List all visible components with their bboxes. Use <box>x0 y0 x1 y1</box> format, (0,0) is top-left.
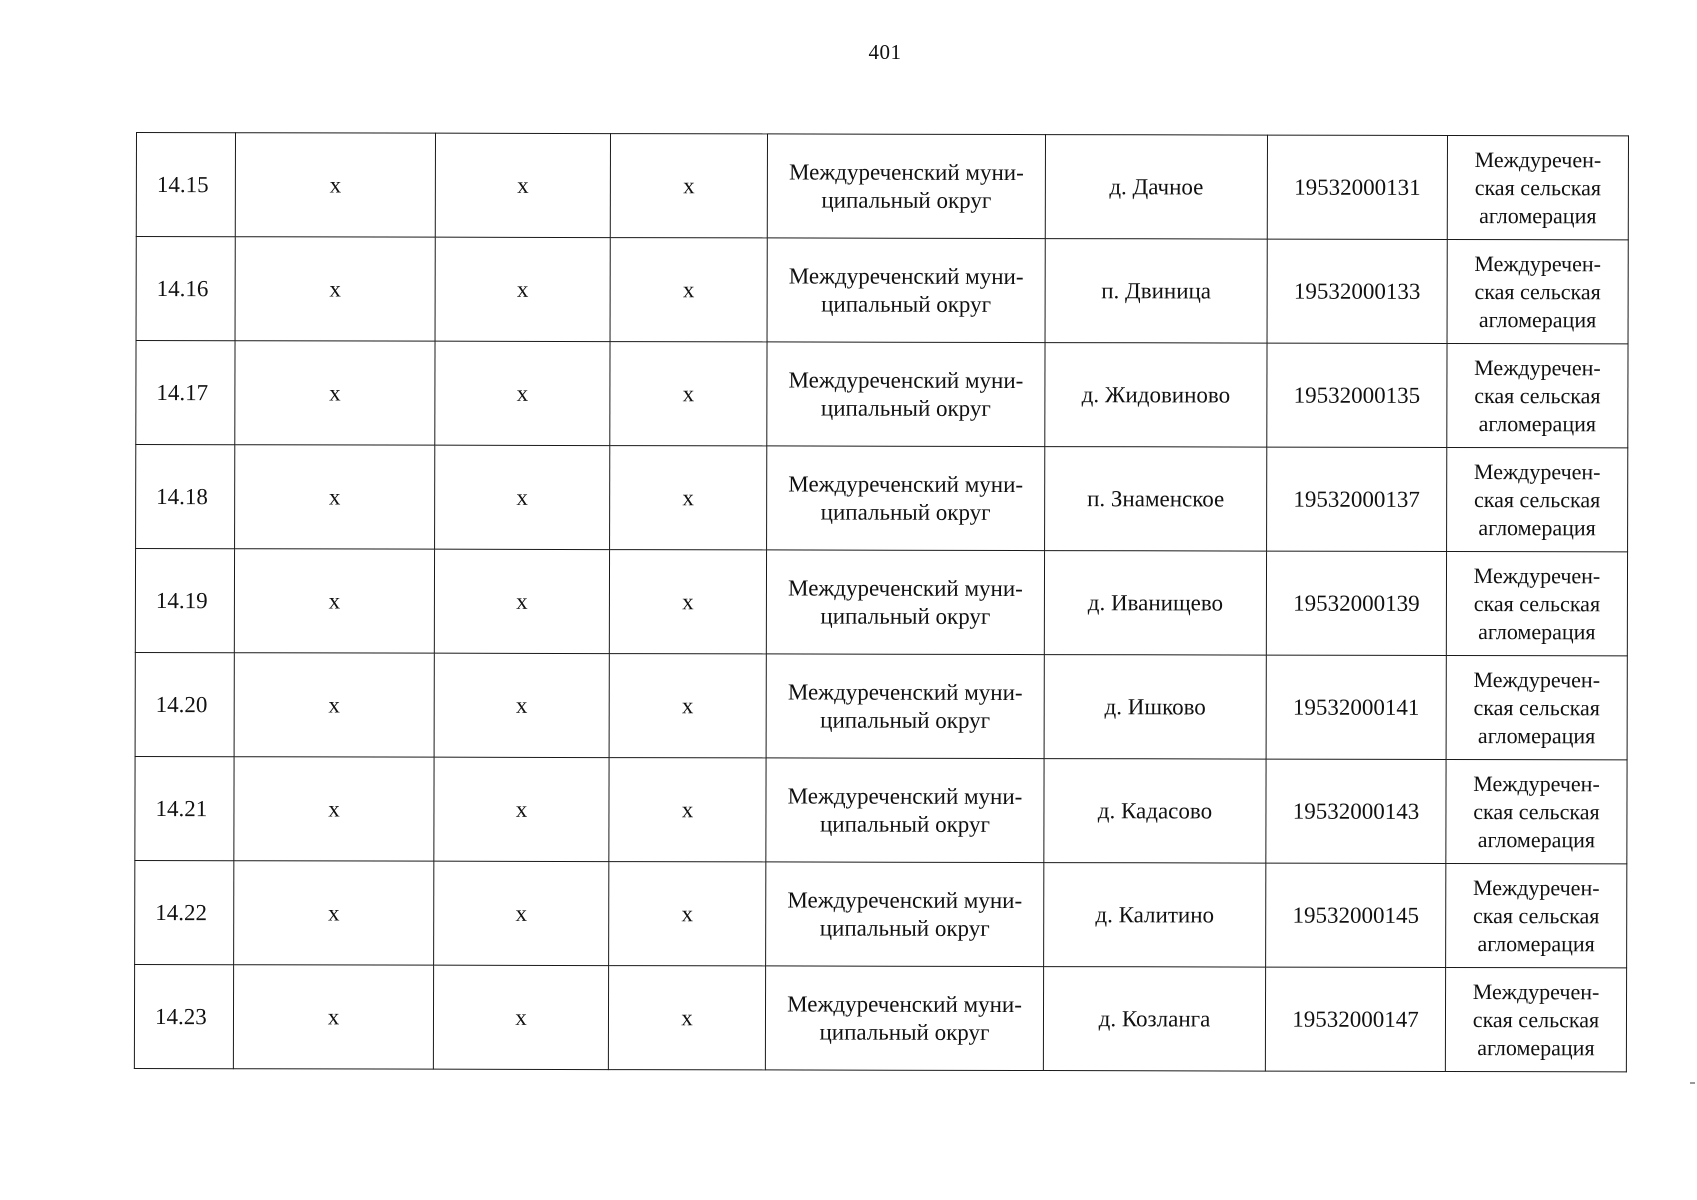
municipal-district-cell <box>767 342 1045 447</box>
table-row <box>135 652 1627 759</box>
oktmo-code-cell: 19532000137 <box>1267 447 1447 551</box>
agglomeration-line-1: Междуречен- <box>1473 770 1600 796</box>
district-line-2: ципальный округ <box>820 707 991 733</box>
oktmo-code-cell: 19532000145 <box>1266 863 1446 967</box>
x-mark-cell-3: x <box>610 238 767 342</box>
district-line-1: Междуреченский муни- <box>787 678 1023 705</box>
agglomeration-line-2: ская сельская <box>1473 590 1601 616</box>
district-line-2: ципальный округ <box>820 395 991 421</box>
x-mark-cell-1: x <box>235 445 435 549</box>
agglomeration-cell <box>1446 551 1627 655</box>
agglomeration-cell <box>1447 343 1628 447</box>
agglomeration-line-3: агломерация <box>1477 722 1596 748</box>
x-mark-cell-3: x <box>609 862 766 966</box>
x-mark-cell-2: x <box>435 133 610 237</box>
municipal-district-cell <box>766 758 1044 863</box>
agglomeration-line-3: агломерация <box>1478 514 1596 540</box>
oktmo-code-cell: 19532000135 <box>1267 343 1447 447</box>
agglomeration-line-1: Междуречен- <box>1474 146 1602 172</box>
x-mark-cell-2: x <box>435 341 610 445</box>
district-line-2: ципальный округ <box>821 187 992 213</box>
municipal-district-cell <box>766 862 1044 967</box>
agglomeration-line-2: ская сельская <box>1473 902 1600 928</box>
x-mark-cell-1: x <box>233 965 433 1069</box>
row-number-cell: 14.19 <box>135 549 234 653</box>
page-number: 401 <box>868 40 902 64</box>
agglomeration-cell <box>1446 863 1627 967</box>
x-mark-cell-3: x <box>609 758 766 862</box>
municipal-district-cell <box>765 966 1043 1071</box>
settlement-cell: п. Двиница <box>1045 239 1267 344</box>
x-mark-cell-1: x <box>235 237 435 341</box>
x-mark-cell-1: x <box>234 757 434 861</box>
municipal-district-cell <box>767 134 1045 239</box>
oktmo-code-cell: 19532000133 <box>1267 239 1447 343</box>
district-line-1: Междуреченский муни- <box>788 158 1024 185</box>
x-mark-cell-1: x <box>235 341 435 445</box>
x-mark-cell-2: x <box>433 965 608 1069</box>
settlement-cell: п. Знаменское <box>1045 447 1267 552</box>
table-row <box>136 341 1628 448</box>
row-number-cell: 14.22 <box>135 860 234 964</box>
agglomeration-cell <box>1447 135 1628 239</box>
row-number-cell: 14.18 <box>136 445 235 549</box>
row-number-cell: 14.20 <box>135 652 234 756</box>
agglomeration-line-3: агломерация <box>1479 202 1597 228</box>
table-row <box>135 549 1627 656</box>
settlements-table <box>134 132 1629 1072</box>
table-row <box>136 445 1628 552</box>
district-line-2: ципальный округ <box>820 499 991 525</box>
x-mark-cell-3: x <box>609 550 766 654</box>
table-row <box>135 860 1627 967</box>
x-mark-cell-1: x <box>235 133 435 237</box>
agglomeration-line-1: Междуречен- <box>1474 250 1602 276</box>
x-mark-cell-2: x <box>434 757 609 861</box>
settlement-cell: д. Козланга <box>1043 967 1265 1072</box>
agglomeration-cell <box>1447 447 1628 551</box>
district-line-1: Междуреченский муни- <box>787 782 1023 809</box>
table-row <box>136 237 1628 344</box>
agglomeration-line-2: ская сельская <box>1473 798 1600 824</box>
agglomeration-line-2: ская сельская <box>1473 486 1601 512</box>
table-row <box>136 133 1628 240</box>
table-row <box>134 964 1626 1071</box>
row-number-cell: 14.16 <box>136 237 235 341</box>
x-mark-cell-3: x <box>608 966 765 1070</box>
agglomeration-line-1: Междуречен- <box>1472 978 1600 1004</box>
x-mark-cell-3: x <box>609 654 766 758</box>
table-row <box>135 756 1627 863</box>
district-line-1: Междуреченский муни- <box>788 366 1024 393</box>
x-mark-cell-2: x <box>434 861 609 965</box>
row-number-cell: 14.15 <box>136 133 235 237</box>
district-line-2: ципальный округ <box>819 915 990 941</box>
agglomeration-line-1: Междуречен- <box>1473 458 1601 484</box>
agglomeration-line-2: ская сельская <box>1474 382 1601 408</box>
district-line-2: ципальный округ <box>820 603 991 629</box>
x-mark-cell-1: x <box>234 653 434 757</box>
agglomeration-line-1: Междуречен- <box>1473 666 1601 692</box>
x-mark-cell-1: x <box>234 861 434 965</box>
table-body <box>134 133 1628 1072</box>
oktmo-code-cell: 19532000147 <box>1265 967 1445 1071</box>
agglomeration-cell <box>1446 759 1627 863</box>
agglomeration-line-3: агломерация <box>1477 930 1595 956</box>
agglomeration-line-2: ская сельская <box>1473 694 1600 720</box>
municipal-district-cell <box>766 550 1044 655</box>
x-mark-cell-2: x <box>434 653 609 757</box>
settlement-cell: д. Ишково <box>1044 655 1266 760</box>
district-line-2: ципальный округ <box>819 811 990 837</box>
x-mark-cell-3: x <box>610 446 767 550</box>
row-number-cell: 14.21 <box>135 756 234 860</box>
district-line-1: Междуреченский муни- <box>787 990 1022 1017</box>
settlement-cell: д. Кадасово <box>1044 759 1266 864</box>
municipal-district-cell <box>767 446 1045 551</box>
municipal-district-cell <box>766 654 1044 759</box>
x-mark-cell-2: x <box>435 237 610 341</box>
x-mark-cell-3: x <box>610 342 767 446</box>
x-mark-cell-2: x <box>435 445 610 549</box>
settlement-cell: д. Калитино <box>1044 863 1266 968</box>
row-number-cell: 14.17 <box>136 341 235 445</box>
agglomeration-cell <box>1445 967 1626 1071</box>
x-mark-cell-1: x <box>234 549 434 653</box>
district-line-1: Междуреченский муни- <box>788 262 1024 289</box>
agglomeration-line-1: Междуречен- <box>1472 874 1600 900</box>
settlement-cell: д. Иванищево <box>1044 551 1266 656</box>
x-mark-cell-3: x <box>610 134 767 238</box>
agglomeration-line-3: агломерация <box>1478 618 1596 644</box>
x-mark-cell-2: x <box>434 549 609 653</box>
agglomeration-line-2: ская сельская <box>1472 1006 1600 1032</box>
agglomeration-line-2: ская сельская <box>1474 278 1601 304</box>
document-table-wrapper <box>134 132 1628 1072</box>
agglomeration-line-3: агломерация <box>1477 826 1596 852</box>
settlement-cell: д. Дачное <box>1045 135 1267 240</box>
agglomeration-line-3: агломерация <box>1478 410 1597 436</box>
district-line-1: Междуреченский муни- <box>788 574 1023 601</box>
district-line-1: Междуреченский муни- <box>788 470 1024 497</box>
municipal-district-cell <box>767 238 1045 343</box>
oktmo-code-cell: 19532000131 <box>1267 135 1447 239</box>
oktmo-code-cell: 19532000143 <box>1266 759 1446 863</box>
district-line-1: Междуреченский муни- <box>787 886 1023 913</box>
oktmo-code-cell: 19532000139 <box>1266 551 1446 655</box>
agglomeration-line-2: ская сельская <box>1474 174 1602 200</box>
scan-mark-right <box>1690 1082 1695 1084</box>
agglomeration-line-1: Междуречен- <box>1474 354 1601 380</box>
oktmo-code-cell: 19532000141 <box>1266 655 1446 759</box>
district-line-2: ципальный округ <box>819 1019 990 1045</box>
settlement-cell: д. Жидовиново <box>1045 343 1267 448</box>
row-number-cell: 14.23 <box>134 964 233 1068</box>
agglomeration-line-3: агломерация <box>1477 1034 1595 1060</box>
agglomeration-cell <box>1447 239 1628 343</box>
agglomeration-cell <box>1446 655 1627 759</box>
agglomeration-line-3: агломерация <box>1478 306 1597 332</box>
district-line-2: ципальный округ <box>821 291 992 317</box>
agglomeration-line-1: Междуречен- <box>1473 562 1601 588</box>
